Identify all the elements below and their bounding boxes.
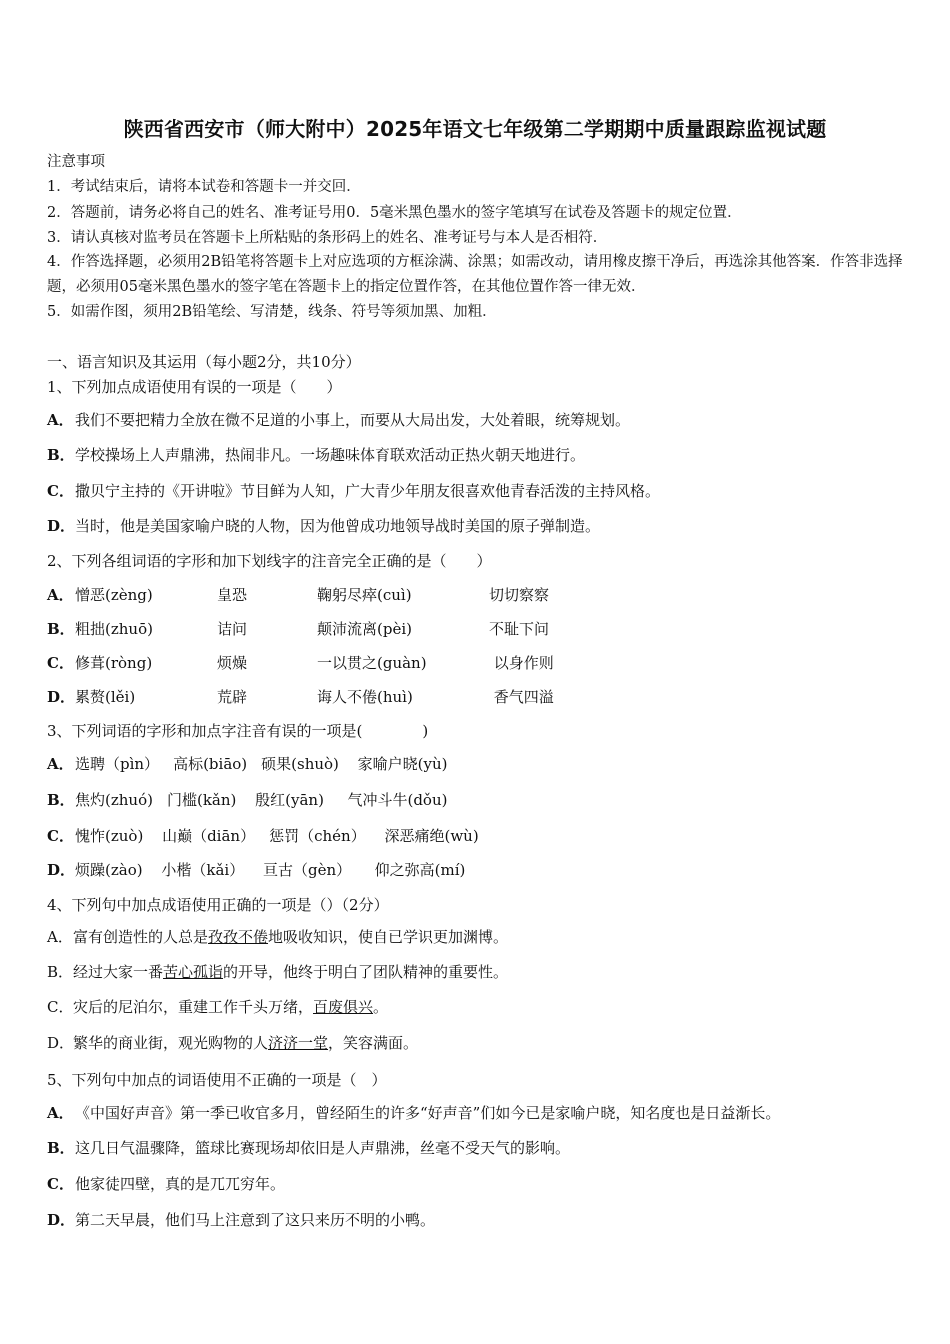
- option-text: 经过大家一番: [73, 963, 164, 981]
- option-label: B．: [47, 1139, 75, 1157]
- q2-option-b: [47, 619, 549, 639]
- option-text: 《中国好声音》第一季已收官多月，曾经陌生的许多“好声音”们如今已是家喻户晓，知名度也是日益渐长。: [75, 1104, 781, 1122]
- option-label: D．: [47, 1211, 76, 1229]
- q5-option-c: [47, 1174, 285, 1194]
- option-cell: 修葺(ròng): [75, 654, 153, 672]
- option-label: D．: [47, 517, 76, 535]
- q3-option-b: [47, 790, 447, 810]
- q5-option-a: [47, 1103, 780, 1123]
- dotted-idiom: 苦心孤诣: [163, 963, 224, 981]
- q4-option-d: [47, 1033, 418, 1053]
- option-label: C．: [47, 998, 74, 1016]
- option-cell: 气冲斗牛(dǒu): [337, 791, 448, 809]
- option-label: B．: [47, 791, 75, 809]
- question-4-stem: 4、下列句中加点成语使用正确的一项是（）（2分）: [47, 896, 389, 914]
- option-cell: 门槛(kǎn): [166, 791, 237, 809]
- option-text: 的开导，他终于明白了团队精神的重要性。: [223, 963, 509, 981]
- q4-option-a: [47, 927, 508, 947]
- question-3-stem: 3、下列词语的字形和加点字注音有误的一项是( ): [47, 722, 429, 740]
- option-cell: 烦躁(zào): [75, 861, 143, 879]
- option-cell: 不耻下问: [489, 620, 550, 638]
- option-cell: 硕果(shuò): [261, 755, 339, 773]
- notice-item: 3．请认真核对监考员在答题卡上所粘贴的条形码上的姓名、准考证号与本人是否相符．: [47, 230, 608, 246]
- option-cell: 仰之弥高(mí): [365, 861, 466, 879]
- option-cell: 一以贯之(guàn): [317, 654, 427, 672]
- option-cell: 选聘（pìn）: [75, 755, 160, 773]
- option-text: 撒贝宁主持的《开讲啦》节目鲜为人知，广大青少年朋友很喜欢他青春活泼的主持风格。: [75, 482, 661, 500]
- q4-option-c: [47, 997, 388, 1017]
- q5-option-d: [47, 1210, 435, 1230]
- option-label: C．: [47, 1175, 74, 1193]
- q2-option-c: [47, 653, 554, 673]
- option-label: B．: [47, 446, 75, 464]
- option-label: D．: [47, 1034, 75, 1052]
- option-cell: 诲人不倦(huì): [317, 688, 413, 706]
- option-cell: 焦灼(zhuó): [75, 791, 153, 809]
- option-label: B．: [47, 963, 74, 981]
- option-cell: 以身作则: [489, 654, 554, 672]
- question-5-stem: 5、下列句中加点的词语使用不正确的一项是（ ）: [47, 1071, 387, 1089]
- q2-option-a: [47, 585, 549, 605]
- option-cell: 山巅（diān）: [157, 827, 256, 845]
- option-cell: 殷红(yān): [250, 791, 324, 809]
- option-cell: 诘问: [217, 620, 248, 638]
- option-text: ，笑容满面。: [328, 1034, 419, 1052]
- option-text: 第二天早晨，他们马上注意到了这只来历不明的小鸭。: [75, 1211, 436, 1229]
- option-text: 学校操场上人声鼎沸，热闹非凡。一场趣味体育联欢活动正热火朝天地进行。: [75, 446, 586, 464]
- q3-option-c: [47, 826, 479, 846]
- option-text: 灾后的尼泊尔，重建工作千头万绪，: [73, 998, 314, 1016]
- option-label: C．: [47, 654, 74, 672]
- option-cell: 荒辟: [217, 688, 248, 706]
- notice-item: 2．答题前，请务必将自己的姓名、准考证号用0．5毫米黑色墨水的签字笔填写在试卷及答题卡的规定位置．: [47, 205, 742, 221]
- q1-option-b: [47, 445, 585, 465]
- option-label: A．: [47, 1104, 74, 1122]
- option-label: A．: [47, 928, 73, 946]
- q2-option-d: [47, 687, 554, 707]
- notice-item: 5．如需作图，须用2B铅笔绘、写清楚，线条、符号等须加黑、加粗．: [47, 304, 497, 320]
- option-cell: 皇恐: [217, 586, 248, 604]
- option-text: 。: [373, 998, 389, 1016]
- option-label: B．: [47, 620, 75, 638]
- option-cell: 切切察察: [489, 586, 550, 604]
- option-label: A．: [47, 586, 74, 604]
- option-label: D．: [47, 861, 76, 879]
- option-text: 当时，他是美国家喻户晓的人物，因为他曾成功地领导战时美国的原子弹制造。: [75, 517, 601, 535]
- option-cell: 小楷（kǎi）: [156, 861, 245, 879]
- option-label: D．: [47, 688, 76, 706]
- q1-option-d: [47, 516, 600, 536]
- q4-option-b: [47, 962, 508, 982]
- section-heading: 一、语言知识及其运用（每小题2分，共10分）: [47, 353, 361, 371]
- option-label: A．: [47, 755, 74, 773]
- option-cell: 深恶痛绝(wù): [379, 827, 479, 845]
- option-cell: 鞠躬尽瘁(cuì): [317, 586, 412, 604]
- option-cell: 家喻户晓(yù): [352, 755, 448, 773]
- option-cell: 憎恶(zèng): [75, 586, 153, 604]
- option-text: 地吸收知识，使自已学识更加渊博。: [268, 928, 509, 946]
- notice-item: 4．作答选择题，必须用2B铅笔将答题卡上对应选项的方框涂满、涂黑；如需改动，请用橡皮擦干净后，再选涂其他答案．作答非选择题，必须用05毫米黑色墨水的签字笔在答题卡上的指定位置作答，在其他位置作答一律无效．: [47, 254, 903, 295]
- notice-heading: 注意事项: [47, 154, 105, 170]
- option-label: C．: [47, 827, 74, 845]
- dotted-idiom: 济济一堂: [268, 1034, 329, 1052]
- dotted-idiom: 百废俱兴: [313, 998, 374, 1016]
- question-2-stem: 2、下列各组词语的字形和加下划线字的注音完全正确的是（ ）: [47, 552, 492, 570]
- q3-option-d: [47, 860, 465, 880]
- q1-option-a: [47, 410, 630, 430]
- option-label: C．: [47, 482, 74, 500]
- option-cell: 亘古（gèn）: [258, 861, 352, 879]
- option-cell: 烦燥: [217, 654, 248, 672]
- option-text: 他家徒四壁，真的是兀兀穷年。: [75, 1175, 286, 1193]
- q3-option-a: [47, 754, 448, 774]
- option-text: 我们不要把精力全放在微不足道的小事上，而要从大局出发，大处着眼，统筹规划。: [75, 411, 631, 429]
- option-cell: 高标(biāo): [173, 755, 248, 773]
- q5-option-b: [47, 1138, 570, 1158]
- option-label: A．: [47, 411, 74, 429]
- q1-option-c: [47, 481, 660, 501]
- option-cell: 累赘(lěi): [75, 688, 136, 706]
- notice-item: 1．考试结束后，请将本试卷和答题卡一并交回．: [47, 179, 361, 195]
- exam-title: 陕西省西安市（师大附中）2025年语文七年级第二学期期中质量跟踪监视试题: [123, 117, 827, 141]
- option-text: 这几日气温骤降，篮球比赛现场却依旧是人声鼎沸，丝毫不受天气的影响。: [75, 1139, 571, 1157]
- option-text: 繁华的商业街，观光购物的人: [73, 1034, 269, 1052]
- option-cell: 颠沛流离(pèi): [317, 620, 412, 638]
- option-cell: 香气四溢: [489, 688, 554, 706]
- option-cell: 愧怍(zuò): [75, 827, 144, 845]
- question-1-stem: 1、下列加点成语使用有误的一项是（ ）: [47, 378, 342, 396]
- option-cell: 惩罚（chén）: [269, 827, 366, 845]
- dotted-idiom: 孜孜不倦: [208, 928, 269, 946]
- option-text: 富有创造性的人总是: [73, 928, 209, 946]
- option-cell: 粗拙(zhuō): [75, 620, 153, 638]
